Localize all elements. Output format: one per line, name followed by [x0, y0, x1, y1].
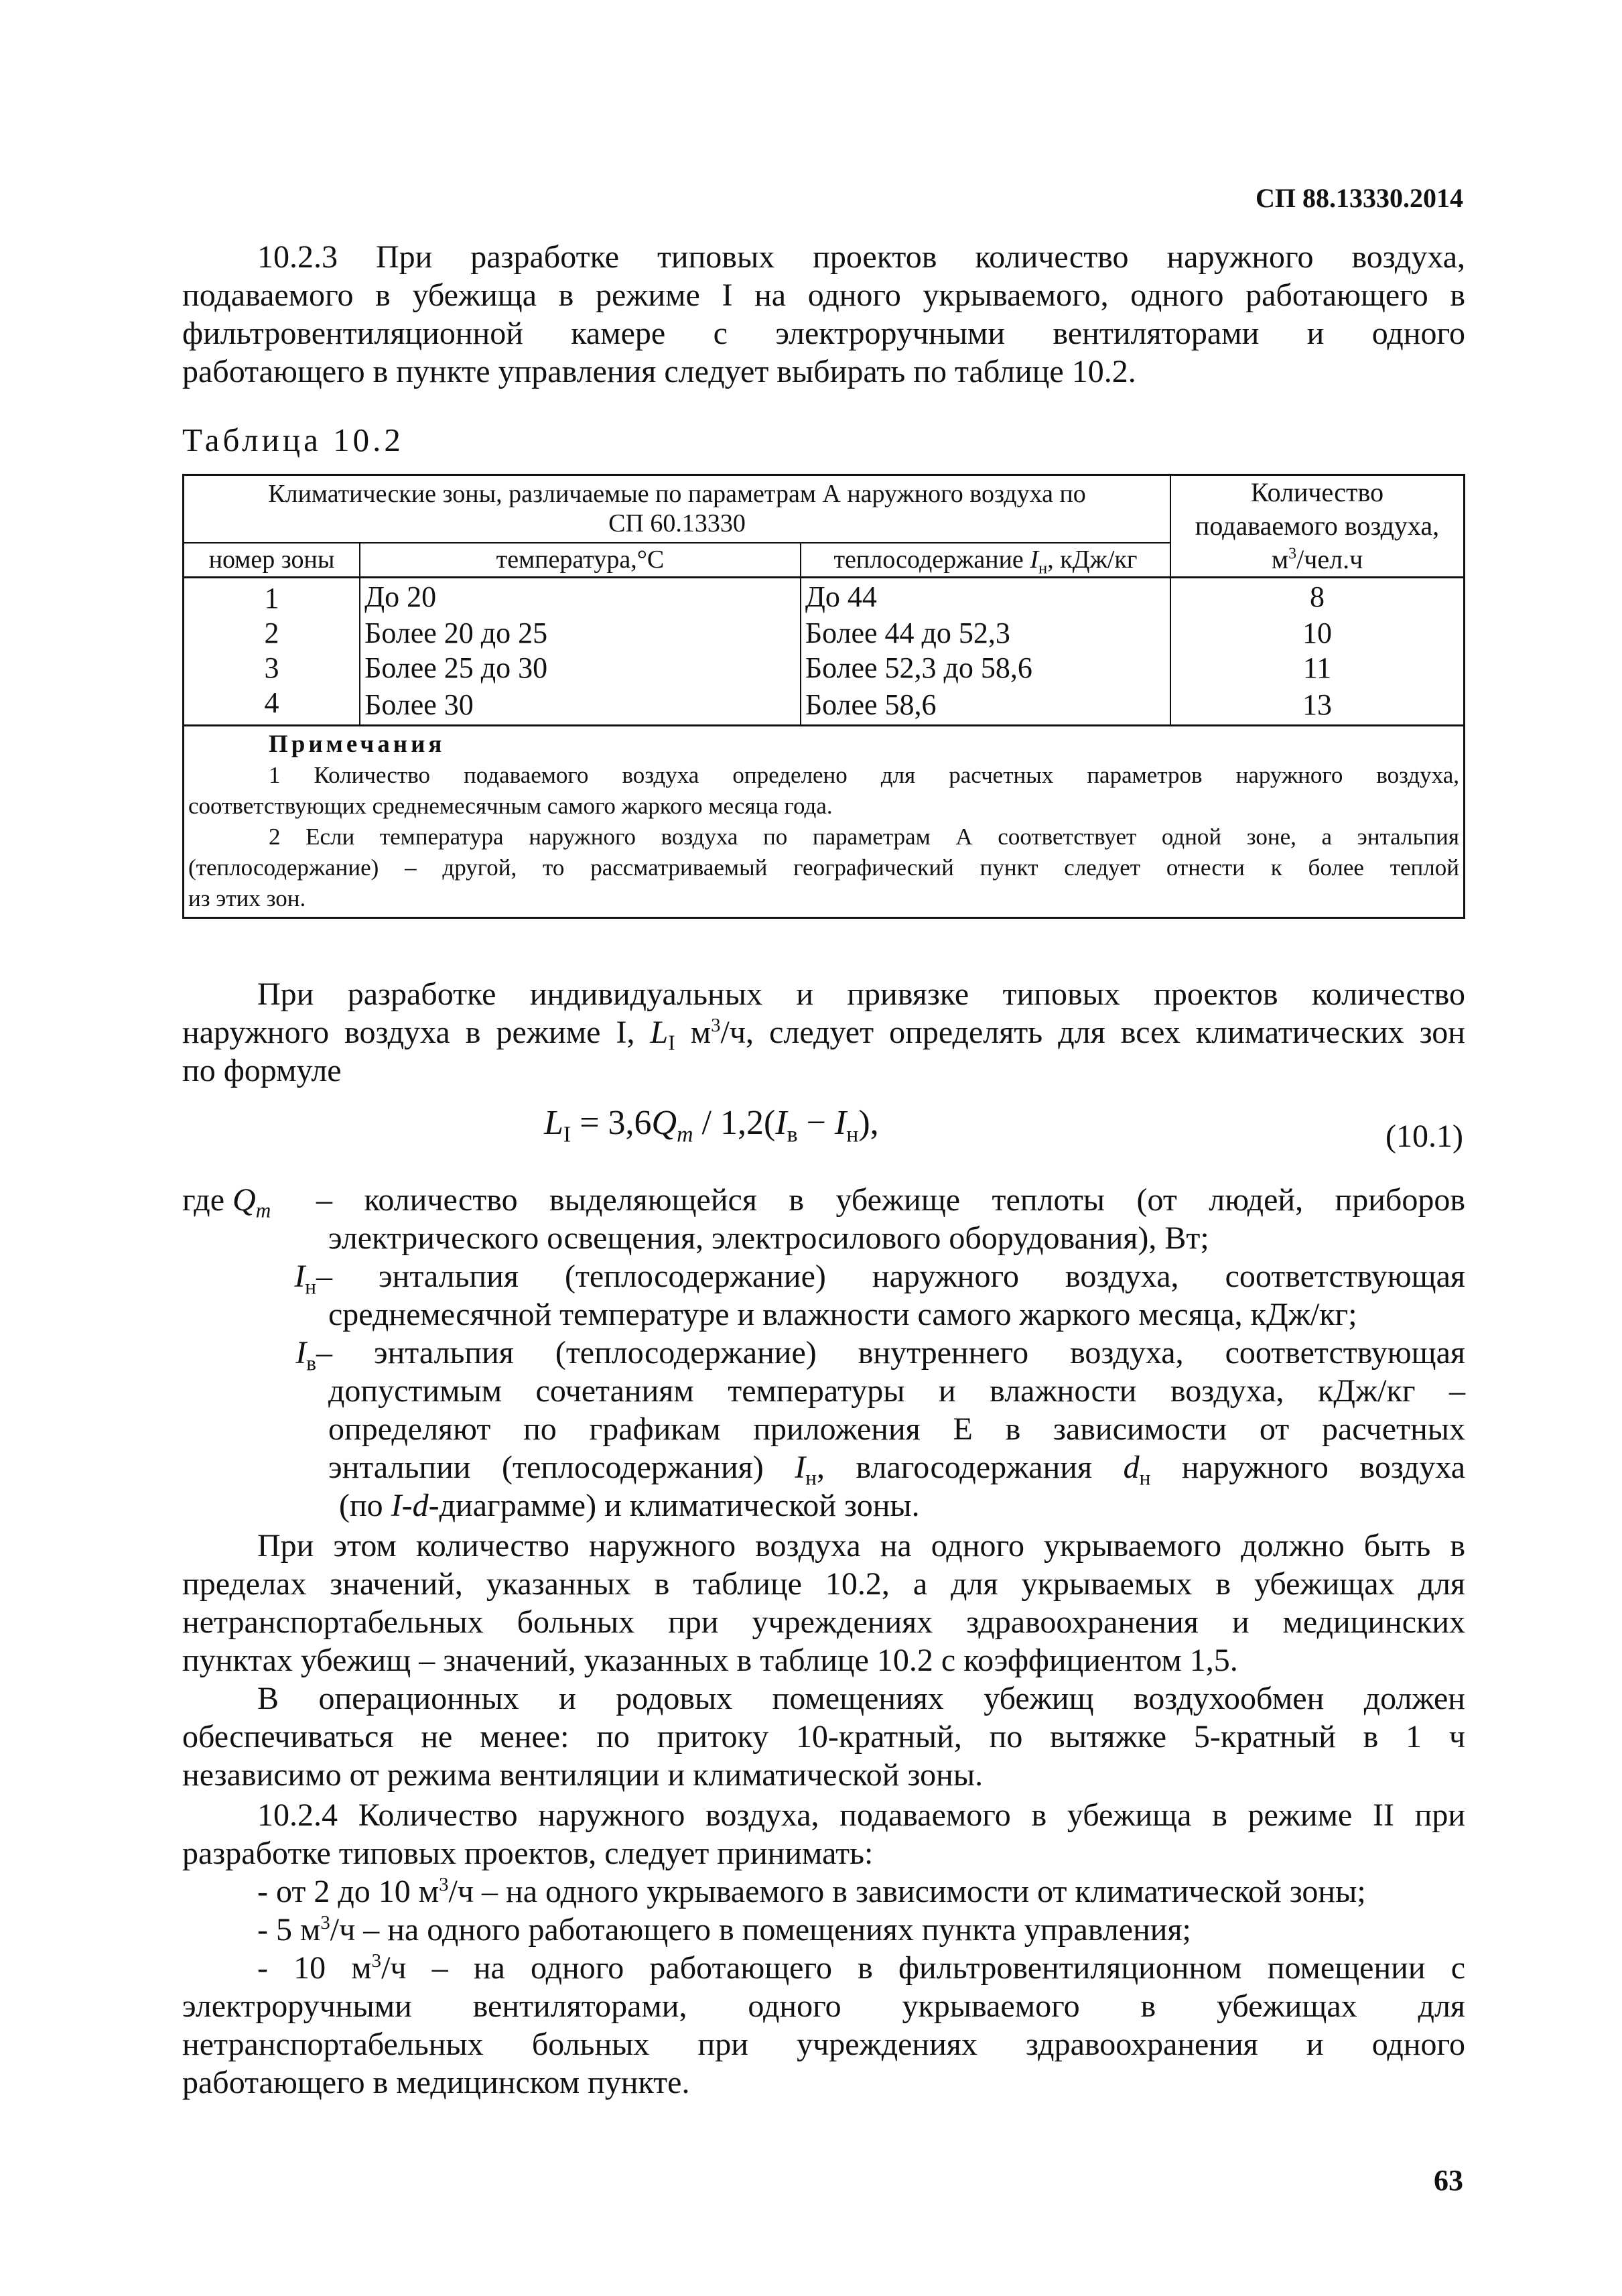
document-code: СП 88.13330.2014 — [1256, 183, 1463, 213]
text-line: разработке типовых проектов, следует принимать: — [182, 1836, 874, 1871]
list-item: - от 2 до 10 $м^3/ч$ – на одного укрываемого в зависимости от климатической зоны; — [257, 1874, 1366, 1909]
definition-iv: $I_в$ – энтальпия (теплосодержание) внутреннего воздуха, соответствующая допустимым сочетаниям температуры и влажности воздуха, кДж/кг – определяют по графикам приложения Е в зависимости от расчетных энтальпии (теплосодержания) $I_н$, влагосодержания $d_н$ наружного воздуха (по I-d-диаграмме) и климатической зоны. — [295, 1335, 1465, 1523]
paragraph-10-2-4 — [182, 1796, 1465, 2102]
table-row: 1 До 20 До 44 8 — [184, 578, 1465, 617]
col-header-temperature: температура,°С — [360, 543, 801, 578]
text-line: В операционных и родовых помещениях убежищ воздухообмен должен — [257, 1681, 1465, 1716]
text-line: При этом количество наружного воздуха на одного укрываемого должно быть в — [257, 1528, 1465, 1564]
table-caption: Таблица 10.2 — [182, 422, 404, 458]
table-row: 4 Более 30 Более 58,6 13 — [184, 686, 1465, 726]
table-amount-header: Количество подаваемого воздуха, $м^3/чел.ч$ — [1170, 475, 1464, 578]
paragraph-per-person — [182, 1527, 1465, 1679]
text-line: подаваемого в убежища в режиме I на одного укрываемого, одного работающего в — [182, 277, 1465, 313]
text-line: нетранспортабельных больных при учреждениях здравоохранения и одного — [182, 2027, 1465, 2062]
text-line: обеспечиваться не менее: по притоку 10-кратный, по вытяжке 5-кратный в 1 ч — [182, 1719, 1465, 1755]
note-line: из этих зон. — [188, 885, 306, 911]
table-group-header: Климатические зоны, различаемые по параметрам А наружного воздуха по СП 60.13330 — [184, 475, 1171, 543]
page-number: 63 — [1434, 2164, 1463, 2197]
equation-number: (10.1) — [1386, 1119, 1463, 1154]
text-line: по формуле — [182, 1053, 342, 1088]
notes-title: Примечания — [269, 730, 446, 758]
formula-definitions — [182, 1181, 1465, 1525]
note-line: 2 Если температура наружного воздуха по параметрам А соответствует одной зоне, а энтальпия — [269, 824, 1459, 850]
table-row: 3 Более 25 до 30 Более 52,3 до 58,6 11 — [184, 651, 1465, 686]
text-line: электроручными вентиляторами, одного укрываемого в убежищах для — [182, 1988, 1465, 2024]
col-header-zone: номер зоны — [184, 543, 360, 578]
text-line: пунктах убежищ – значений, указанных в таблице 10.2 с коэффициентом 1,5. — [182, 1643, 1238, 1678]
text-line: работающего в пункте управления следует выбирать по таблице 10.2. — [182, 354, 1136, 389]
formula-10-1: $L_I = 3,6Q_m / 1,2(I_в - I_н)$, — [544, 1104, 879, 1147]
text-line: пределах значений, указанных в таблице 10.2, а для укрываемых в убежищах для — [182, 1566, 1465, 1602]
table-row: 2 Более 20 до 25 Более 44 до 52,3 10 — [184, 616, 1465, 651]
text-line: 10.2.3 При разработке типовых проектов количество наружного воздуха, — [257, 239, 1465, 275]
paragraph-10-2-3 — [182, 238, 1465, 391]
text-line: фильтровентиляционной камере с электроручными вентиляторами и одного — [182, 316, 1465, 351]
text-line: независимо от режима вентиляции и климатической зоны. — [182, 1757, 984, 1793]
climate-zones-table — [182, 474, 1465, 919]
definition-in: $I_н$ – энтальпия (теплосодержание) наружного воздуха, соответствующая среднемесячной температуре и влажности самого жаркого месяца, кДж/кг; — [294, 1259, 1465, 1332]
definition-qm: где $Q_m$ – количество выделяющейся в убежище теплоты (от людей, приборов электрического освещения, электросилового оборудования), Вт; — [182, 1182, 1465, 1256]
text-line: При разработке индивидуальных и привязке типовых проектов количество — [257, 976, 1465, 1012]
paragraph-operating-rooms — [182, 1679, 1465, 1794]
text-line: работающего в медицинском пункте. — [182, 2065, 690, 2100]
text-line: 10.2.4 Количество наружного воздуха, подаваемого в убежища в режиме II при — [257, 1797, 1465, 1833]
note-line: соответствующих среднемесячным самого жаркого месяца года. — [188, 793, 833, 819]
note-line: (теплосодержание) – другой, то рассматриваемый географический пункт следует отнести к более теплой — [188, 854, 1459, 881]
paragraph-formula-intro — [182, 975, 1465, 1090]
list-item: - 10 $м^3/ч$ – на одного работающего в фильтровентиляционном помещении с — [257, 1950, 1465, 1986]
text-line: наружного воздуха в режиме I, $L_I$ $м^3/ч$, следует определять для всех климатических зон — [182, 1015, 1465, 1055]
list-item: - 5 $м^3/ч$ – на одного работающего в помещениях пункта управления; — [257, 1912, 1191, 1948]
text-line: нетранспортабельных больных при учреждениях здравоохранения и медицинских — [182, 1604, 1465, 1640]
note-line: 1 Количество подаваемого воздуха определено для расчетных параметров наружного воздуха, — [269, 762, 1459, 788]
col-header-heat-content: теплосодержание $I_н$, кДж/кг — [801, 543, 1170, 578]
table-notes — [184, 726, 1465, 918]
